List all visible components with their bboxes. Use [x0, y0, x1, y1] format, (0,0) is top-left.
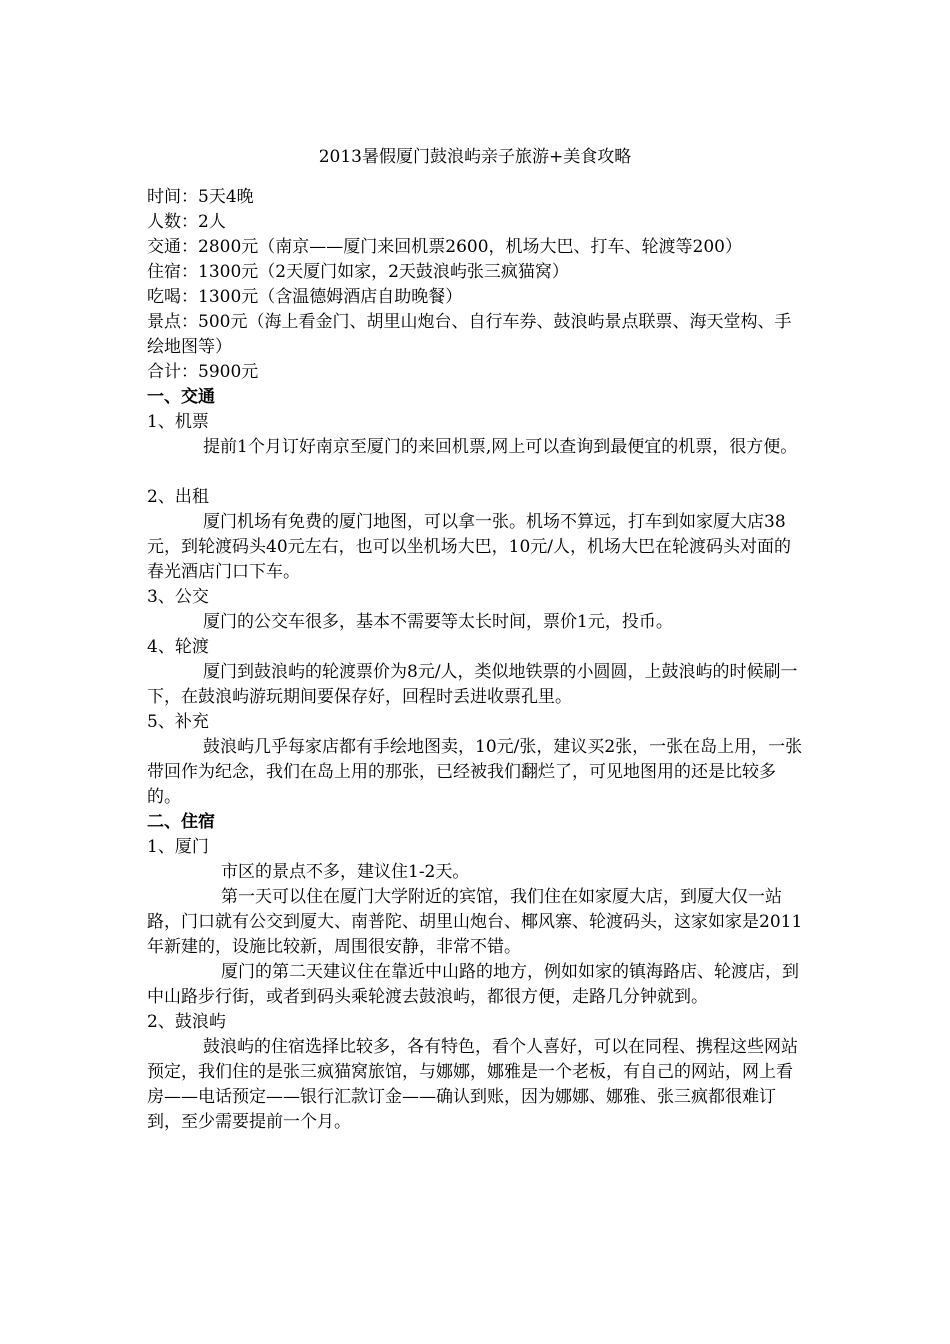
paragraph-xiamen-3: 厦门的第二天建议住在靠近中山路的地方，例如如家的镇海路店、轮渡店，到中山路步行街，或者到码头乘轮渡去鼓浪屿，都很方便，走路几分钟就到。 [147, 962, 799, 1007]
summary-transport: 交通：2800元（南京——厦门来回机票2600，机场大巴、打车、轮渡等200） [147, 237, 742, 257]
paragraph-taxi: 厦门机场有免费的厦门地图，可以拿一张。机场不算远，打车到如家厦大店38元，到轮渡码头40元左右，也可以坐机场大巴，10元/人，机场大巴在轮渡码头对面的春光酒店门口下车。 [147, 512, 791, 582]
summary-sights: 景点：500元（海上看金门、胡里山炮台、自行车券、鼓浪屿景点联票、海天堂构、手绘地图等） [147, 312, 792, 357]
paragraph-ferry: 厦门到鼓浪屿的轮渡票价为8元/人，类似地铁票的小圆圆，上鼓浪屿的时候刷一下，在鼓浪屿游玩期间要保存好，回程时丢进收票孔里。 [147, 662, 798, 707]
subheading-ferry: 4、轮渡 [147, 637, 209, 657]
paragraph-bus: 厦门的公交车很多，基本不需要等太长时间，票价1元，投币。 [203, 612, 673, 632]
paragraph-xiamen-1: 市区的景点不多，建议住1-2天。 [221, 862, 470, 882]
document-title: 2013暑假厦门鼓浪屿亲子旅游+美食攻略 [318, 147, 632, 167]
subheading-gulangyu: 2、鼓浪屿 [147, 1012, 226, 1032]
subheading-taxi: 2、出租 [147, 487, 209, 507]
summary-total: 合计：5900元 [147, 362, 259, 382]
summary-lodging: 住宿：1300元（2天厦门如家，2天鼓浪屿张三疯猫窝） [147, 262, 569, 282]
paragraph-supplement: 鼓浪屿几乎每家店都有手绘地图卖，10元/张，建议买2张，一张在岛上用，一张带回作为纪念，我们在岛上用的那张，已经被我们翻烂了，可见地图用的还是比较多的。 [147, 737, 803, 807]
section-heading-lodging: 二、住宿 [147, 812, 215, 832]
subheading-supplement: 5、补充 [147, 712, 209, 732]
document-body [147, 185, 807, 1135]
paragraph-xiamen-2: 第一天可以住在厦门大学附近的宾馆，我们住在如家厦大店，到厦大仅一站路，门口就有公交到厦大、南普陀、胡里山炮台、椰风寨、轮渡码头，这家如家是2011年新建的，设施比较新，周围很安静，非常不错。 [147, 887, 803, 957]
summary-duration: 时间：5天4晚 [147, 187, 254, 207]
subheading-bus: 3、公交 [147, 587, 209, 607]
subheading-xiamen: 1、厦门 [147, 837, 209, 857]
section-heading-transport: 一、交通 [147, 387, 215, 407]
subheading-flight: 1、机票 [147, 412, 209, 432]
blank-line [147, 460, 807, 485]
summary-food: 吃喝：1300元（含温德姆酒店自助晚餐） [147, 287, 463, 307]
paragraph-flight: 提前1个月订好南京至厦门的来回机票,网上可以查询到最便宜的机票，很方便。 [203, 437, 798, 457]
summary-people: 人数：2人 [147, 212, 226, 232]
paragraph-gulangyu: 鼓浪屿的住宿选择比较多，各有特色，看个人喜好，可以在同程、携程这些网站预定，我们住的是张三疯猫窝旅馆，与娜娜，娜雅是一个老板，有自己的网站，网上看房——电话预定——银行汇款订金——确认到账，因为娜娜、娜雅、张三疯都很难订到，至少需要提前一个月。 [147, 1037, 798, 1132]
